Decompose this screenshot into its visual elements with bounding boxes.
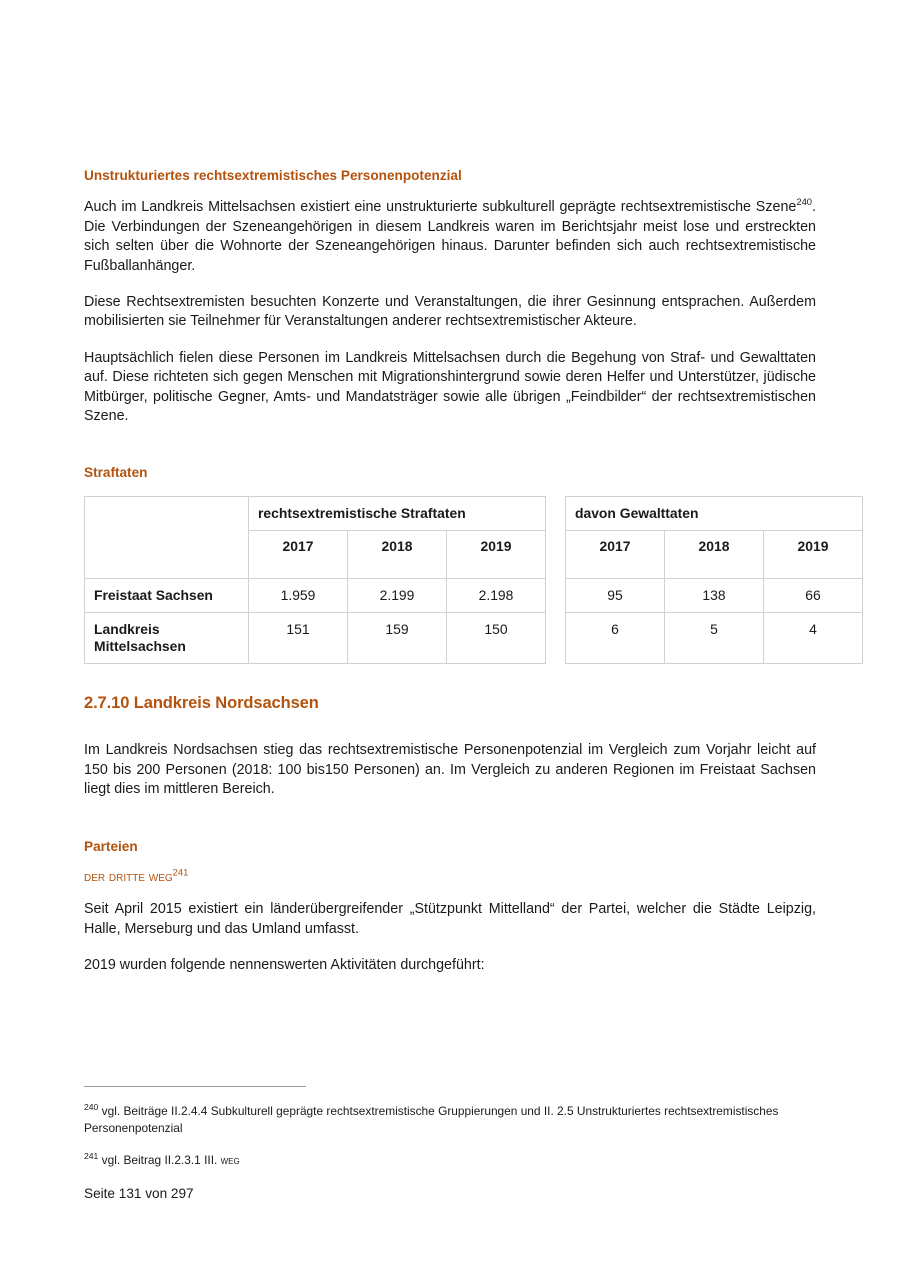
cell-freistaat-straftaten-2018: 2.199 [348,578,447,612]
footnote-separator-rule [84,1086,306,1087]
paragraph-nordsachsen-1: Im Landkreis Nordsachsen stieg das rechtsextremistische Personenpotenzial im Vergleich zum Vorjahr leicht auf 150 bis 200 Personen (2018: 100 bis150 Personen) an. Im Vergleich zu anderen Regionen im Freistaat Sachsen liegt dies im mittleren Bereich. [84,742,816,798]
table-year-header-straftaten-2017: 2017 [249,530,348,578]
straftaten-table [84,496,863,664]
footnote-241 [84,1152,816,1169]
table-year-header-gewalttaten-2017: 2017 [566,530,665,578]
spacer-before-straftaten [84,443,816,465]
table-row-label-freistaat-sachsen: Freistaat Sachsen [85,578,249,612]
paragraph-parteien-1: Seit April 2015 existiert ein länderübergreifender „Stützpunkt Mittelland“ der Partei, welcher die Städte Leipzig, Halle, Merseburg und das Umland umfasst. [84,901,816,937]
table-row-label-landkreis-mittelsachsen: Landkreis Mittelsachsen [85,612,249,663]
cell-mittelsachsen-gewalttaten-2018: 5 [665,612,764,663]
cell-freistaat-straftaten-2017: 1.959 [249,578,348,612]
paragraph-unstrukturiert-2: Diese Rechtsextremisten besuchten Konzerte und Veranstaltungen, die ihrer Gesinnung entsprachen. Außerdem mobilisierten sie Teilnehmer für Veranstaltungen anderer rechtsextremistischer Akteure. [84,293,816,330]
heading-landkreis-nordsachsen: 2.7.10 Landkreis Nordsachsen [84,693,319,712]
table-group-header-straftaten: rechtsextremistische Straftaten [249,496,546,530]
cell-freistaat-straftaten-2019: 2.198 [447,578,546,612]
party-name-text: der dritte weg [84,869,173,885]
table-year-header-gewalttaten-2018: 2018 [665,530,764,578]
table-header-row-groups [85,496,863,530]
table-group-header-gewalttaten: davon Gewalttaten [566,496,863,530]
table-spacer-column [546,496,566,663]
footnote-241-text-smallcaps: weg [220,1153,240,1168]
footnote-area [84,1086,816,1203]
table-year-header-gewalttaten-2019: 2019 [764,530,863,578]
spacer-after-section-heading [84,730,816,741]
paragraph-unstrukturiert-1-text-after-ref: . Die Verbindungen der Szeneangehörigen in diesem Landkreis waren im Berichtsjahr meist lose und erstreckten sich selten über die Wohnorte der Szeneangehörigen hinaus. Darunter befinden sich auch rechtsextremistische Fußballanhänger. [84,199,816,274]
paragraph-unstrukturiert-1-text-before-ref: Auch im Landkreis Mittelsachsen existiert eine unstrukturierte subkulturell geprägte rechtsextremistische Szene [84,199,797,216]
table-year-header-straftaten-2019: 2019 [447,530,546,578]
heading-parteien: Parteien [84,838,138,854]
table-year-header-straftaten-2018: 2018 [348,530,447,578]
page-number: Seite 131 von 297 [84,1185,194,1201]
cell-mittelsachsen-gewalttaten-2017: 6 [566,612,665,663]
spacer-after-table [84,664,816,694]
heading-unstrukturiertes-personenpotenzial: Unstrukturiertes rechtsextremistisches Personenpotenzial [84,168,462,183]
spacer-before-parteien [84,817,816,839]
page-content [84,168,829,976]
heading-straftaten: Straftaten [84,465,148,481]
footnote-240-text: vgl. Beiträge II.2.4.4 Subkulturell geprägte rechtsextremistische Gruppierungen und II. 2.5 Unstrukturiertes rechtsextremistisches Personenpotenzial [84,1104,779,1135]
paragraph-parteien-2: 2019 wurden folgende nennenswerten Aktivitäten durchgeführt: [84,957,485,974]
cell-freistaat-gewalttaten-2018: 138 [665,578,764,612]
table-row [85,578,863,612]
cell-mittelsachsen-straftaten-2017: 151 [249,612,348,663]
cell-mittelsachsen-straftaten-2018: 159 [348,612,447,663]
footnote-ref-240[interactable]: 240 [796,196,813,208]
footnote-241-text: vgl. Beitrag II.2.3.1 III. [101,1153,221,1168]
cell-mittelsachsen-straftaten-2019: 150 [447,612,546,663]
paragraph-unstrukturiert-3: Hauptsächlich fielen diese Personen im Landkreis Mittelsachsen durch die Begehung von Straf- und Gewalttaten auf. Diese richteten sich gegen Menschen mit Migrationshintergrund sowie deren Helfer und Unterstützer, jüdische Mitbürger, politische Gegner, Amts- und Mandatsträger sowie alle übrigen „Feindbilder“ der rechtsextremistischen Szene. [84,349,816,424]
footnote-240 [84,1103,816,1136]
footnote-241-marker: 241 [84,1151,99,1162]
table-corner-cell [85,496,249,578]
cell-freistaat-gewalttaten-2019: 66 [764,578,863,612]
footnote-ref-241[interactable]: 241 [172,866,189,878]
footnote-240-marker: 240 [84,1102,99,1113]
cell-freistaat-gewalttaten-2017: 95 [566,578,665,612]
heading-der-dritte-weg [84,866,816,885]
paragraph-unstrukturiert-1 [84,198,816,276]
cell-mittelsachsen-gewalttaten-2019: 4 [764,612,863,663]
table-row [85,612,863,663]
